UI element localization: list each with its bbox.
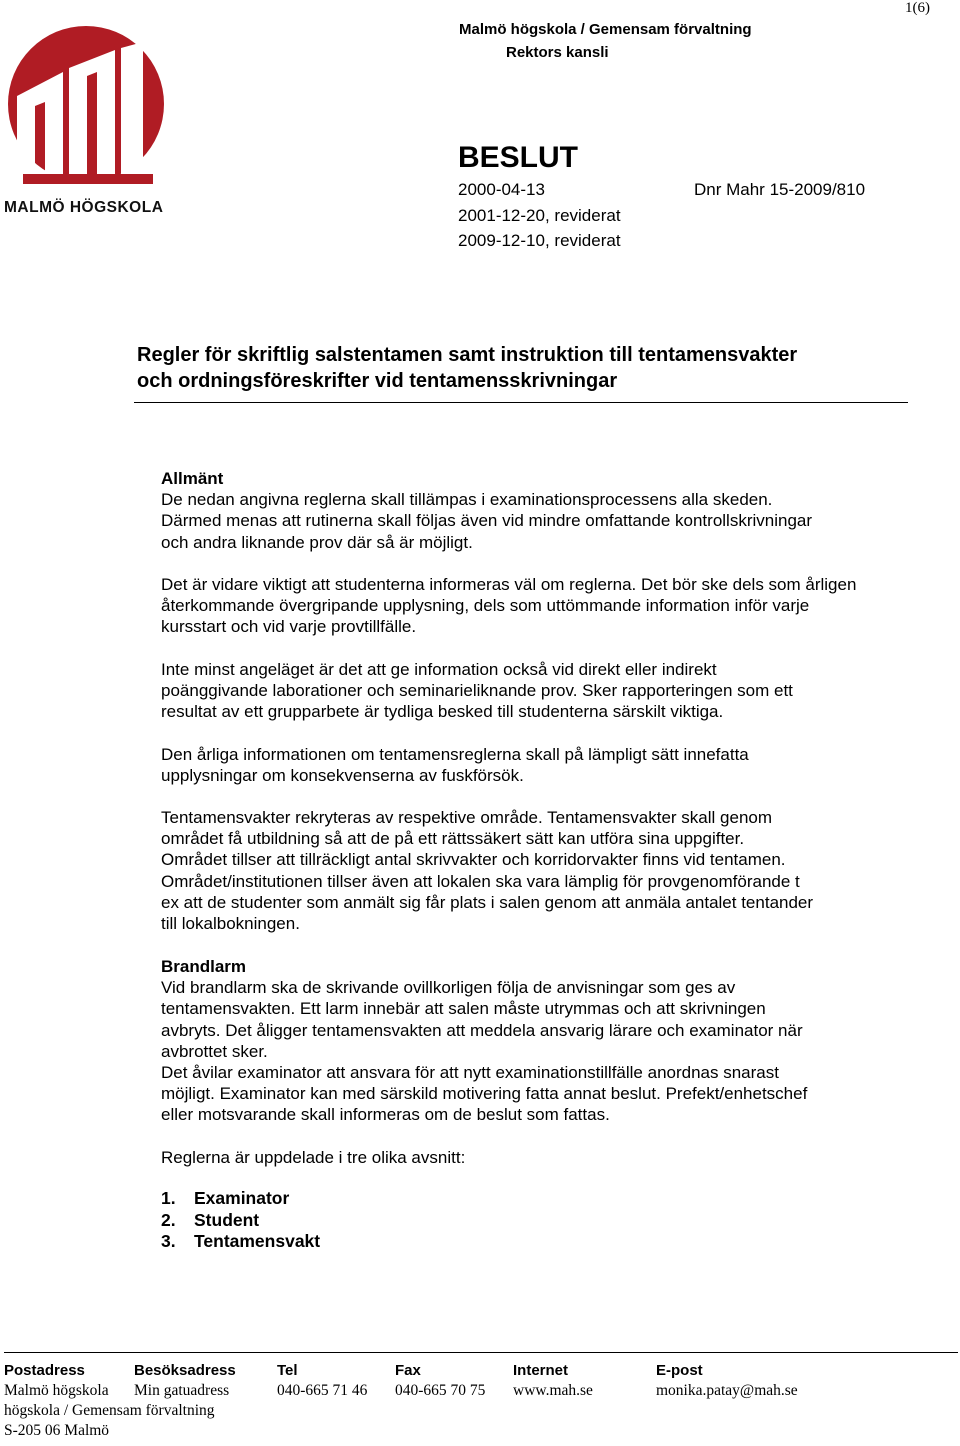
list-item — [161, 1188, 320, 1210]
website-link[interactable]: www.mah.se — [513, 1382, 593, 1399]
paragraph-line: ex att de studenter som anmält sig får plats i salen genom att anmäla antalet tentander — [161, 892, 814, 912]
section-heading: Brandlarm — [161, 957, 247, 976]
paragraph-line: poänggivande laborationer och seminarieliknande prov. Sker rapporteringen som ett — [161, 681, 793, 701]
paragraph — [161, 807, 931, 934]
paragraph — [161, 574, 931, 638]
revision-date: 2001-12-20, reviderat — [458, 206, 621, 225]
section-heading: Allmänt — [161, 469, 224, 488]
list-item-number: 3. — [161, 1231, 176, 1251]
paragraph-line: tentamensvakten. Ett larm innebär att salen måste utrymmas och att skrivningen — [161, 999, 766, 1019]
paragraph-line: Därmed menas att rutinerna skall följas även vid mindre omfattande kontrollskrivningar — [161, 511, 813, 531]
org-unit: Rektors kansli — [506, 44, 609, 61]
paragraph-line: kursstart och vid varje provtillfälle. — [161, 617, 417, 637]
decision-date: 2000-04-13 — [458, 180, 545, 199]
list-item — [161, 1231, 320, 1253]
document-title — [137, 342, 797, 394]
paragraph-line: Vid brandlarm ska de skrivande ovillkorligen följa de anvisningar som ges av — [161, 978, 736, 998]
registration-number: Dnr Mahr 15-2009/810 — [694, 180, 866, 199]
footer-value: S-205 06 Malmö — [4, 1422, 110, 1439]
footer-heading: Besöksadress — [134, 1362, 236, 1379]
footer-fax — [395, 1362, 485, 1400]
paragraph-line: Inte minst angeläget är det att ge information också vid direkt eller indirekt — [161, 660, 717, 679]
footer-email — [656, 1362, 798, 1400]
footer-value: 040-665 71 46 — [277, 1382, 368, 1399]
paragraph: Reglerna är uppdelade i tre olika avsnitt: — [161, 1148, 466, 1167]
paragraph-line: upplysningar om konsekvenserna av fuskförsök. — [161, 766, 524, 786]
footer-visiting-address — [134, 1362, 236, 1400]
fire-alarm-section — [161, 956, 931, 1126]
footer-value: Min gatuadress — [134, 1382, 230, 1399]
page-number: 1(6) — [905, 0, 930, 16]
list-item-number: 1. — [161, 1188, 176, 1208]
paragraph-line: resultat av ett grupparbete är tydliga besked till studenterna särskilt viktiga. — [161, 702, 724, 722]
footer-value: 040-665 70 75 — [395, 1382, 486, 1399]
paragraph-line: avbrottet sker. — [161, 1041, 268, 1061]
paragraph-line: Den årliga informationen om tentamensreglerna skall på lämpligt sätt innefatta — [161, 745, 749, 764]
footer-heading: E-post — [656, 1362, 703, 1379]
paragraph — [161, 744, 931, 786]
revision-date: 2009-12-10, reviderat — [458, 231, 621, 250]
list-item-number: 2. — [161, 1209, 176, 1230]
paragraph-line: Det åvilar examinator att ansvara för att nytt examinationstillfälle anordnas snarast — [161, 1063, 779, 1083]
footer-heading: Tel — [277, 1362, 298, 1379]
paragraph-line: och andra liknande prov där så är möjligt. — [161, 532, 473, 552]
paragraph-line: Området tillser att tillräckligt antal skrivvakter och korridorvakter finns vid tentamen. — [161, 850, 786, 870]
list-item — [161, 1210, 320, 1232]
list-item-label: Examinator — [194, 1188, 290, 1208]
general-section — [161, 468, 931, 553]
footer-heading: Internet — [513, 1362, 569, 1379]
footer-heading: Fax — [395, 1362, 421, 1379]
section-list — [161, 1188, 320, 1253]
paragraph-line: området få utbildning så att de på ett rättssäkert sätt kan utföra sina uppgifter. — [161, 829, 745, 849]
logo-wordmark: MALMÖ HÖGSKOLA — [4, 199, 164, 216]
paragraph-line: Tentamensvakter rekryteras av respektive område. Tentamensvakter skall genom — [161, 808, 773, 827]
document-title-line: Regler för skriftlig salstentamen samt instruktion till tentamensvakter — [137, 344, 798, 366]
footer-value: högskola / Gemensam förvaltning — [4, 1402, 215, 1419]
decision-title: BESLUT — [458, 141, 578, 174]
paragraph-line: De nedan angivna reglerna skall tillämpas i examinationsprocessens alla skeden. — [161, 490, 773, 510]
paragraph-line: Det är vidare viktigt att studenterna informeras väl om reglerna. Det bör ske dels som årligen — [161, 575, 857, 594]
paragraph-line: till lokalbokningen. — [161, 914, 300, 934]
paragraph-line: Området/institutionen tillser även att lokalen ska vara lämplig för provgenomförande t — [161, 871, 800, 891]
paragraph-line: eller motsvarande skall informeras om de beslut som fattas. — [161, 1105, 610, 1125]
footer-divider — [4, 1352, 958, 1353]
footer-internet — [513, 1362, 593, 1400]
paragraph — [161, 659, 931, 723]
list-item-label: Tentamensvakt — [194, 1231, 321, 1251]
list-item-label: Student — [194, 1209, 260, 1230]
paragraph-line: återkommande övergripande upplysning, dels som uttömmande information inför varje — [161, 596, 810, 616]
email-link[interactable]: monika.patay@mah.se — [656, 1382, 798, 1399]
document-title-line: och ordningsföreskrifter vid tentamensskrivningar — [137, 370, 618, 392]
title-divider — [134, 402, 908, 403]
malmo-hogskola-logo — [3, 24, 168, 219]
footer-value: Malmö högskola — [4, 1382, 109, 1399]
footer-phone — [277, 1362, 367, 1400]
paragraph-line: avbryts. Det åligger tentamensvakten att meddela ansvarig lärare och examinator när — [161, 1020, 803, 1040]
org-name: Malmö högskola / Gemensam förvaltning — [459, 21, 752, 38]
paragraph-line: möjligt. Examinator kan med särskild motivering fatta annat beslut. Prefekt/enhetschef — [161, 1084, 808, 1104]
footer-heading: Postadress — [4, 1362, 85, 1379]
